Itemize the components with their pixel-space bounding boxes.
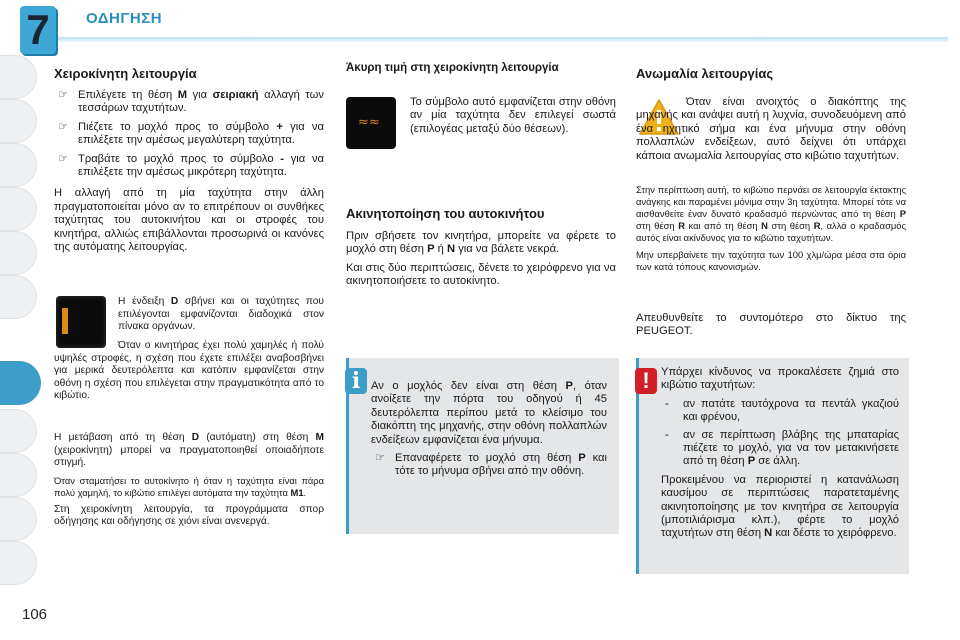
- para-text: Και στις δύο περιπτώσεις, δένετε το χειρόφρενο για να ακινητοποιήσετε το αυτοκίνητο.: [346, 261, 616, 288]
- para-text: Όταν είναι ανοιχτός ο διακόπτης της μηχανής και ανάψει αυτή η λυχνία, συνοδευόμενη από ένα ηχητικό σήμα και ένα μήνυμα στην οθόνη πολλαπλών ενδείξεων, αυτό δείχνει ότι υπάρχει κάποια ανωμαλία λειτουργίας στο κιβώτιο ταχυτήτων.: [636, 96, 906, 162]
- para-text: και από τη θέση: [684, 220, 762, 231]
- chapter-tab[interactable]: [0, 55, 37, 99]
- header-divider: [58, 37, 948, 42]
- chapter-tabs: [0, 55, 46, 615]
- manual-mode-heading: Χειροκίνητη λειτουργία: [54, 66, 197, 81]
- chapter-number: 7: [26, 6, 50, 53]
- para-text: Μην υπερβαίνετε την ταχύτητα των 100 χλμ/ώρα μέσα στα όρια των κατά τόπους κανονισμών.: [636, 249, 906, 272]
- invalid-value-heading: Άκυρη τιμή στη χειροκίνητη λειτουργία: [346, 62, 559, 74]
- para-text: Πριν σβήσετε τον κινητήρα, μπορείτε να φέρετε το μοχλό στη θέση: [346, 230, 616, 256]
- chapter-tab[interactable]: [0, 143, 37, 187]
- manual-mode-section: [54, 89, 324, 259]
- bullet-text: Τραβάτε το μοχλό προς το σύμβολο: [78, 152, 281, 165]
- para-text: , όταν ανοίξετε την πόρτα του οδηγού ή 45 δευτερόλεπτα περίπου μετά το κλείσιμο του διακόπτη της μηχανής, στην οθόνη πολλαπλών ενδείξεων εμφανίζεται ένα μήνυμα.: [371, 380, 607, 446]
- manual-mode-para: Η αλλαγή από τη μία ταχύτητα στην άλλη πραγματοποιείται μόνο αν το επιτρέπουν οι συνθήκες ταχύτητας του αυτοκινήτου και οι στροφές του κινητήρα, αλλιώς επιβάλλονται προσωρινά οι κανόνες της αυτόματης λειτουργίας.: [54, 187, 324, 254]
- para-text: Όταν ο κινητήρας έχει πολύ χαμηλές ή πολύ υψηλές στροφές, η σχέση που έχετε επιλέξει αναβοσβήνει για μερικά δευτερόλεπτα και κατόπιν εμφανίζεται στην οθόνη η σχέση που επιλέγεται στην πραγματικότητα από το κιβώτιο.: [54, 340, 324, 402]
- bullet-text: Πιέζετε το μοχλό προς το σύμβολο: [78, 120, 277, 133]
- para-bold: P: [427, 243, 435, 256]
- chapter-tab[interactable]: [0, 453, 37, 497]
- manual-mode-bullets: [54, 89, 324, 179]
- bullet-text: για: [187, 89, 213, 101]
- para-text: για να βάλετε νεκρά.: [455, 243, 560, 256]
- warning-box-list: [661, 398, 899, 469]
- manual-mode-more: [54, 432, 324, 534]
- para-bold: N: [447, 243, 456, 256]
- bullet-text: σε άλλη.: [755, 455, 801, 468]
- chapter-number-badge: [20, 6, 56, 54]
- para-text: , αλλά ο κραδασμός αυτός είναι ακίνδυνος για το κιβώτιο ταχυτήτων.: [636, 220, 906, 243]
- bullet-bold: P: [578, 452, 586, 465]
- bullet-text: Επιλέγετε τη θέση: [78, 89, 178, 101]
- bullet-bold: σειριακή: [212, 89, 259, 101]
- chapter-tab[interactable]: [0, 497, 37, 541]
- bullet-text: αλλαγή των τεσσάρων ταχυτήτων.: [78, 89, 324, 115]
- bullet-text: αν σε περίπτωση βλάβης της μπαταρίας πιέζετε το μοχλό, για να τον μετακινήσετε από τη θέση: [683, 428, 899, 468]
- dash-bullet: -: [665, 397, 669, 410]
- dash-bullet: -: [665, 428, 669, 441]
- invalid-value-text: [410, 96, 616, 141]
- para-text: Το σύμβολο αυτό εμφανίζεται στην οθόνη αν μία ταχύτητα δεν επιλεγεί σωστά (επιλογέας μεταξύ δύο θέσεων).: [410, 96, 616, 135]
- invalid-gear-symbols: ≈≈: [358, 115, 380, 130]
- hand-pointer-icon: ☞: [58, 89, 69, 101]
- para-text: Όταν σταματήσει το αυτοκίνητο ή όταν η ταχύτητα είναι πάρα πολύ χαμηλή, το κιβώτιο επιλέγει αυτόματα την ταχύτητα: [54, 474, 324, 498]
- para-text: Στην περίπτωση αυτή, το κιβώτιο περνάει σε λειτουργία έκτακτης ανάγκης και παραμένει μόνιμα στην 3η ταχύτητα. Μπορεί τότε να αισθανθείτε έναν δυνατό κραδασμό περνώντας από τη θέση: [636, 184, 906, 219]
- bullet-text: για να επιλέξετε την αμέσως μικρότερη ταχύτητα.: [78, 152, 325, 179]
- malfunction-heading: Ανωμαλία λειτουργίας: [636, 66, 774, 81]
- para-text: Υπάρχει κίνδυνος να προκαλέσετε ζημιά στο κιβώτιο ταχυτήτων:: [661, 366, 899, 392]
- para-text: Η μετάβαση από τη θέση: [54, 432, 192, 443]
- chapter-tab[interactable]: [0, 275, 37, 319]
- chapter-tab[interactable]: [0, 541, 37, 585]
- para-text: (χειροκίνητη) μπορεί να πραγματοποιηθεί οποιαδήποτε στιγμή.: [54, 444, 324, 469]
- page-number: 106: [22, 606, 48, 623]
- page-title: ΟΔΗΓΗΣΗ: [86, 10, 163, 27]
- bullet-bold: P: [747, 455, 756, 468]
- bullet-text: και τότε το μήνυμα σβήνει από την οθόνη.: [395, 452, 607, 478]
- immobilise-heading: Ακινητοποίηση του αυτοκινήτου: [346, 206, 545, 221]
- para-bold: M1: [290, 486, 304, 498]
- list-item: [54, 121, 324, 148]
- para-text: Προκειμένου να περιοριστεί η κατανάλωση καυσίμου σε περιπτώσεις παρατεταμένης ακινητοποίησης με τον κινητήρα σε λειτουργία (μποτιλιάρισμα κλπ.), φέρτε το μοχλό ταχυτήτων στη θέση: [661, 473, 899, 540]
- hand-pointer-icon: ☞: [58, 120, 69, 133]
- para-text: Αν ο μοχλός δεν είναι στη θέση: [371, 380, 566, 392]
- para-bold: P: [565, 380, 573, 392]
- para-bold: N: [764, 527, 773, 540]
- para-text: στη θέση: [636, 220, 679, 231]
- display-description: [118, 296, 324, 339]
- list-item: [54, 89, 324, 116]
- info-icon: i: [345, 368, 367, 394]
- info-box-bullets: [371, 452, 607, 479]
- gauge-bar: [62, 308, 68, 334]
- chapter-tab[interactable]: [0, 409, 37, 453]
- chapter-tab[interactable]: [0, 99, 37, 143]
- bullet-bold: +: [276, 120, 283, 133]
- malfunction-p4: [636, 312, 906, 344]
- para-bold: P: [899, 208, 906, 219]
- warning-box-content: [661, 366, 899, 546]
- para-bold: N: [761, 220, 768, 231]
- chapter-tab[interactable]: [0, 187, 37, 231]
- warning-box: [636, 358, 909, 574]
- bullet-text: Επαναφέρετε το μοχλό στη θέση: [395, 452, 579, 465]
- chapter-tab[interactable]: [0, 231, 37, 275]
- para-text: και δέστε το χειρόφρενο.: [772, 527, 897, 540]
- hand-pointer-icon: ☞: [375, 452, 386, 465]
- para-text: Στη χειροκίνητη λειτουργία, τα προγράμματα σπορ οδήγησης και οδήγησης σε χιόνι είναι ανενεργά.: [54, 503, 324, 528]
- immobilise-section: [346, 230, 616, 294]
- para-text: σβήνει και οι ταχύτητες που επιλέγονται εμφανίζονται διαδοχικά στον πίνακα οργάνων.: [118, 296, 325, 333]
- para-bold: D: [191, 432, 200, 443]
- manual-mode-para3: [54, 340, 324, 408]
- para-bold: D: [170, 296, 179, 307]
- para-text: Απευθυνθείτε το συντομότερο στο δίκτυο της PEUGEOT.: [636, 312, 906, 338]
- para-text: Η ένδειξη: [118, 296, 171, 307]
- list-item: [371, 452, 607, 479]
- bullet-text: για να επιλέξετε την αμέσως μεγαλύτερη ταχύτητα.: [78, 120, 324, 147]
- exclamation-icon: !: [635, 368, 657, 394]
- para-bold: M: [315, 432, 324, 443]
- malfunction-p1: [636, 96, 906, 168]
- chapter-tab-active[interactable]: [0, 361, 41, 405]
- bullet-bold: M: [177, 89, 188, 101]
- list-item: [661, 398, 899, 425]
- para-text: ή: [434, 243, 448, 256]
- para-bold: R: [678, 220, 685, 231]
- para-bold: R: [813, 220, 821, 231]
- invalid-gear-display-image: [346, 97, 396, 149]
- hand-pointer-icon: ☞: [58, 152, 69, 165]
- bullet-text: αν πατάτε ταυτόχρονα τα πεντάλ γκαζιού και φρένου,: [683, 397, 899, 424]
- malfunction-more: [636, 184, 906, 278]
- para-text: .: [303, 486, 307, 498]
- para-text: στη θέση: [767, 220, 814, 231]
- info-box-content: [371, 380, 607, 484]
- bullet-bold: -: [280, 152, 284, 165]
- para-text: (αυτόματη) στη θέση: [199, 432, 316, 443]
- list-item: [54, 153, 324, 180]
- info-box: [346, 358, 619, 534]
- list-item: [661, 429, 899, 469]
